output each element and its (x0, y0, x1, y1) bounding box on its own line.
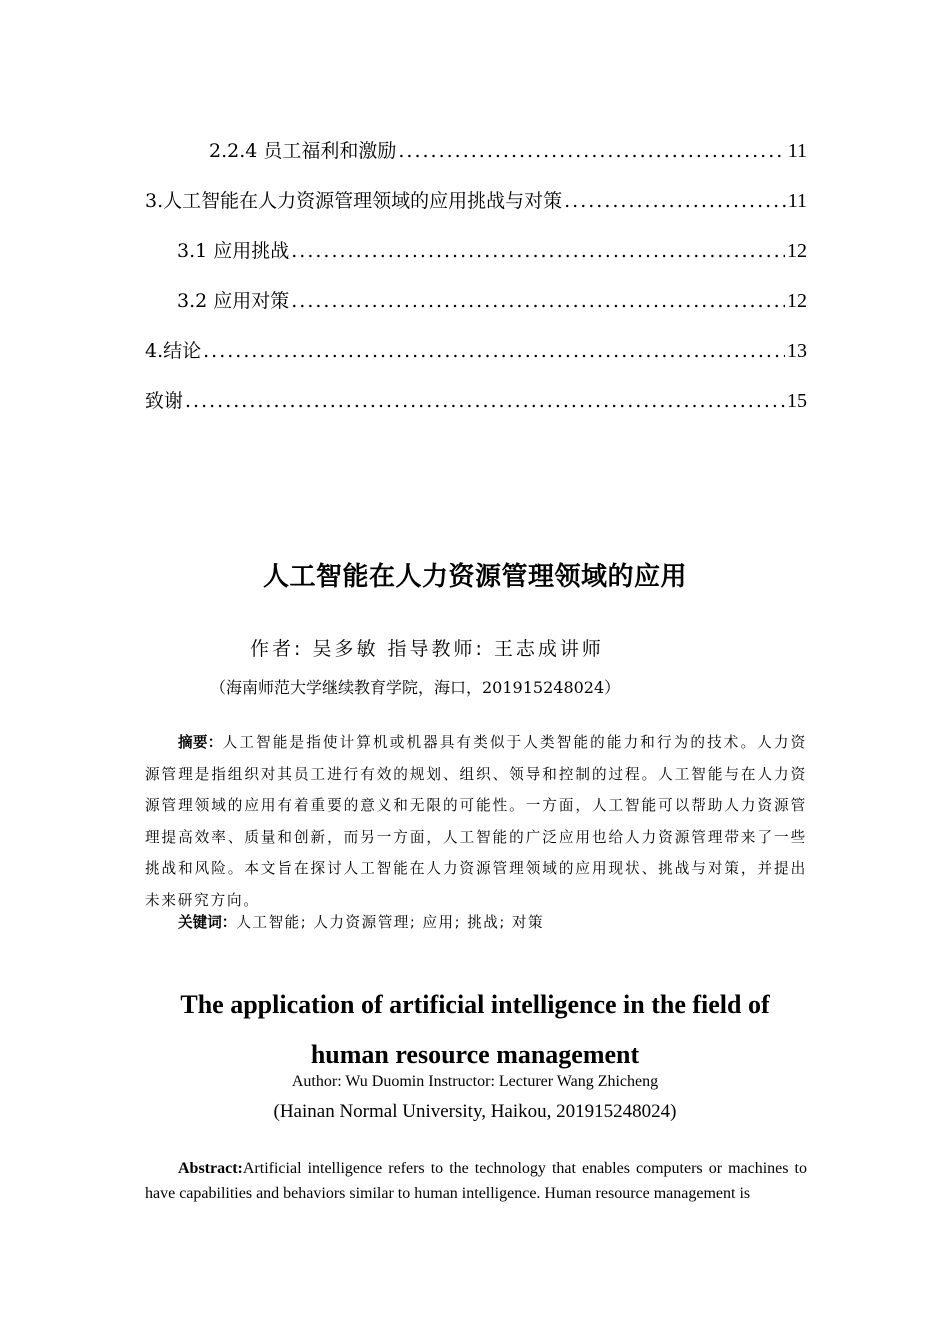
toc-entry[interactable] (145, 386, 807, 436)
toc-leader-dots (564, 190, 786, 212)
english-title-line-2: human resource management (310, 1040, 640, 1069)
toc-entry-page: 15 (787, 390, 807, 412)
toc-entry-page: 12 (787, 290, 807, 312)
english-author-line: Author: Wu Duomin Instructor: Lecturer Wang Zhicheng (291, 1073, 659, 1090)
chinese-author-line: 作者: 吴多敏 指导教师: 王志成讲师 (250, 638, 604, 660)
toc-leader-dots (291, 240, 785, 262)
toc-entry-page: 11 (787, 140, 807, 162)
chinese-keywords-label: 关键词： (178, 914, 237, 931)
chinese-abstract-text: 人工智能是指使计算机或机器具有类似于人类智能的能力和行为的技术。人力资源管理是指组织对其员工进行有效的规划、组织、领导和控制的过程。人工智能与在人力资源管理领域的应用有着重要的意义和无限的可能性。一方面，人工智能可以帮助人力资源管理提高效率、质量和创新，而另一方面，人工智能的广泛应用也给人力资源管理带来了一些挑战和风险。本文旨在探讨人工智能在人力资源管理领域的应用现状、挑战与对策，并提出未来研究方向。 (145, 734, 807, 909)
toc-entry[interactable] (145, 236, 807, 286)
toc-entry-page: 11 (787, 190, 807, 212)
english-paper-title (0, 980, 950, 1080)
toc-entry-page: 12 (787, 240, 807, 262)
english-abstract (145, 1156, 807, 1206)
toc-entry-label: 致谢 (145, 390, 184, 412)
english-abstract-text: Artificial intelligence refers to the technology that enables computers or machines to have capabilities and behaviors similar to human intelligence. Human resource management is (145, 1160, 807, 1202)
chinese-affiliation: （海南师范大学继续教育学院，海口，201915248024） (210, 678, 621, 697)
chinese-abstract-label: 摘要： (178, 734, 223, 751)
toc-leader-dots (291, 290, 785, 312)
chinese-keywords (178, 911, 544, 932)
toc-leader-dots (185, 390, 785, 412)
chinese-paper-title: 人工智能在人力资源管理领域的应用 (262, 562, 687, 592)
toc-entry-label: 3.2 应用对策 (177, 290, 290, 312)
toc-entry[interactable] (145, 136, 807, 186)
toc-entry-label: 4.结论 (145, 340, 202, 362)
toc-entry-label: 3.人工智能在人力资源管理领域的应用挑战与对策 (145, 190, 563, 212)
chinese-abstract (145, 727, 807, 916)
english-affiliation: (Hainan Normal University, Haikou, 201915248024) (273, 1101, 677, 1122)
toc-leader-dots (203, 340, 785, 362)
toc-entry-label: 3.1 应用挑战 (177, 240, 290, 262)
toc-entry[interactable] (145, 336, 807, 386)
chinese-keywords-text: 人工智能; 人力资源管理; 应用; 挑战; 对策 (236, 914, 545, 931)
toc-entry-label: 2.2.4 员工福利和激励 (209, 140, 397, 162)
toc-leader-dots (398, 140, 785, 162)
english-abstract-label: Abstract: (178, 1160, 243, 1177)
toc-entry[interactable] (145, 286, 807, 336)
toc-entry[interactable] (145, 186, 807, 236)
english-title-line-1: The application of artificial intelligence in the field of (180, 990, 770, 1019)
table-of-contents (145, 136, 807, 436)
toc-entry-page: 13 (787, 340, 807, 362)
